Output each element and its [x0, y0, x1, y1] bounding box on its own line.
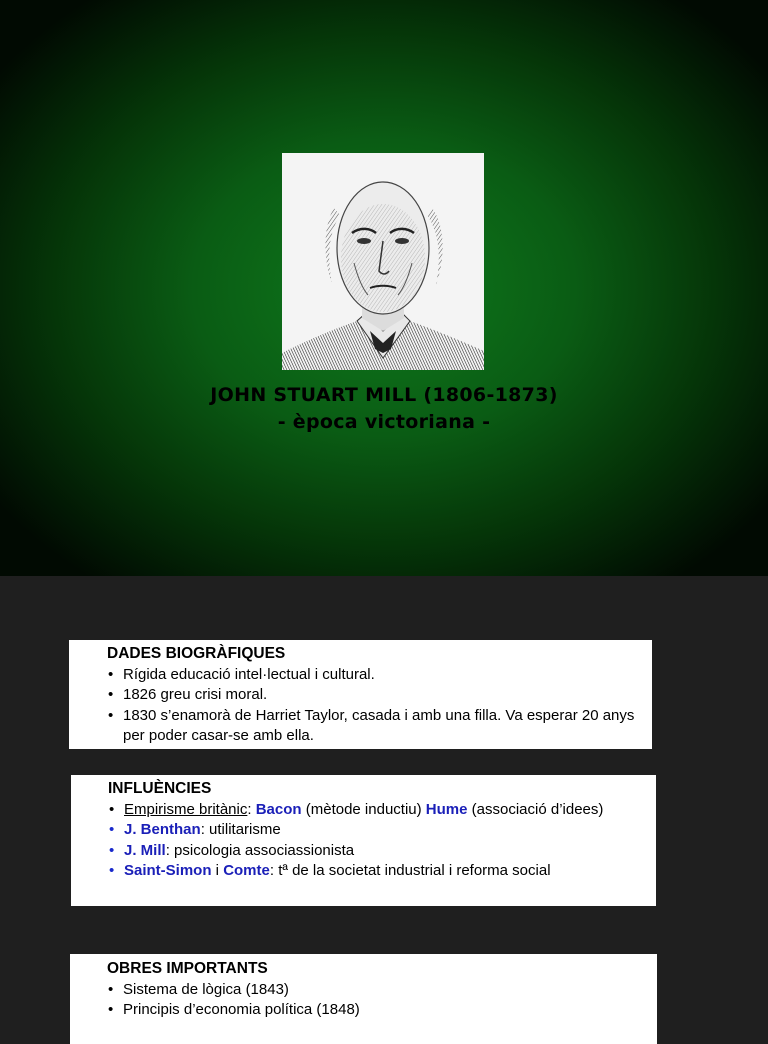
influence-name: Comte [223, 862, 270, 879]
influence-desc: (mètode inductiu) [301, 800, 426, 818]
works-heading: OBRES IMPORTANTS [107, 960, 268, 977]
influence-desc: : tª de la societat industrial i reforma social [269, 862, 551, 879]
influence-name: Saint-Simon [124, 862, 212, 879]
works-box [70, 954, 657, 1044]
works-item: • Sistema de lògica (1843) [107, 980, 657, 1001]
influence-name: J. Benthan [124, 821, 201, 838]
works-list [107, 980, 657, 1021]
portrait-image [282, 153, 484, 370]
influences-heading: INFLUÈNCIES [108, 780, 212, 797]
influence-name: J. Mill [124, 841, 166, 859]
biography-item: • 1830 s’enamorà de Harriet Taylor, casada i amb una filla. Va esperar 20 anys per poder casar-se amb ella. [107, 706, 652, 747]
influence-label: Empirisme britànic [124, 800, 248, 818]
biography-item: • Rígida educació intel·lectual i cultural. [107, 665, 652, 686]
influence-desc: (associació d’idees) [467, 800, 604, 818]
influence-item-empiricism [108, 800, 656, 821]
influence-item-bentham [108, 820, 656, 841]
influences-list [108, 800, 656, 882]
influence-desc: : utilitarisme [200, 821, 281, 838]
influence-desc: : psicologia associassionista [165, 841, 355, 859]
slide-subtitle: - època victoriana - [277, 411, 491, 433]
portrait-engraving [282, 153, 484, 370]
biography-box [69, 640, 652, 749]
influence-item-mill [108, 841, 656, 862]
influence-name: Bacon [255, 800, 302, 818]
influences-box [71, 775, 656, 906]
influence-item-saint-simon [108, 861, 656, 882]
slide-title: JOHN STUART MILL (1806-1873) [210, 384, 558, 406]
works-item: • Principis d’economia política (1848) [107, 1000, 657, 1021]
separator: : [247, 800, 256, 818]
biography-item: • 1826 greu crisi moral. [107, 685, 652, 706]
biography-list [107, 665, 652, 747]
biography-heading: DADES BIOGRÀFIQUES [107, 645, 286, 662]
conjunction: i [211, 862, 224, 879]
influence-name: Hume [425, 800, 468, 818]
